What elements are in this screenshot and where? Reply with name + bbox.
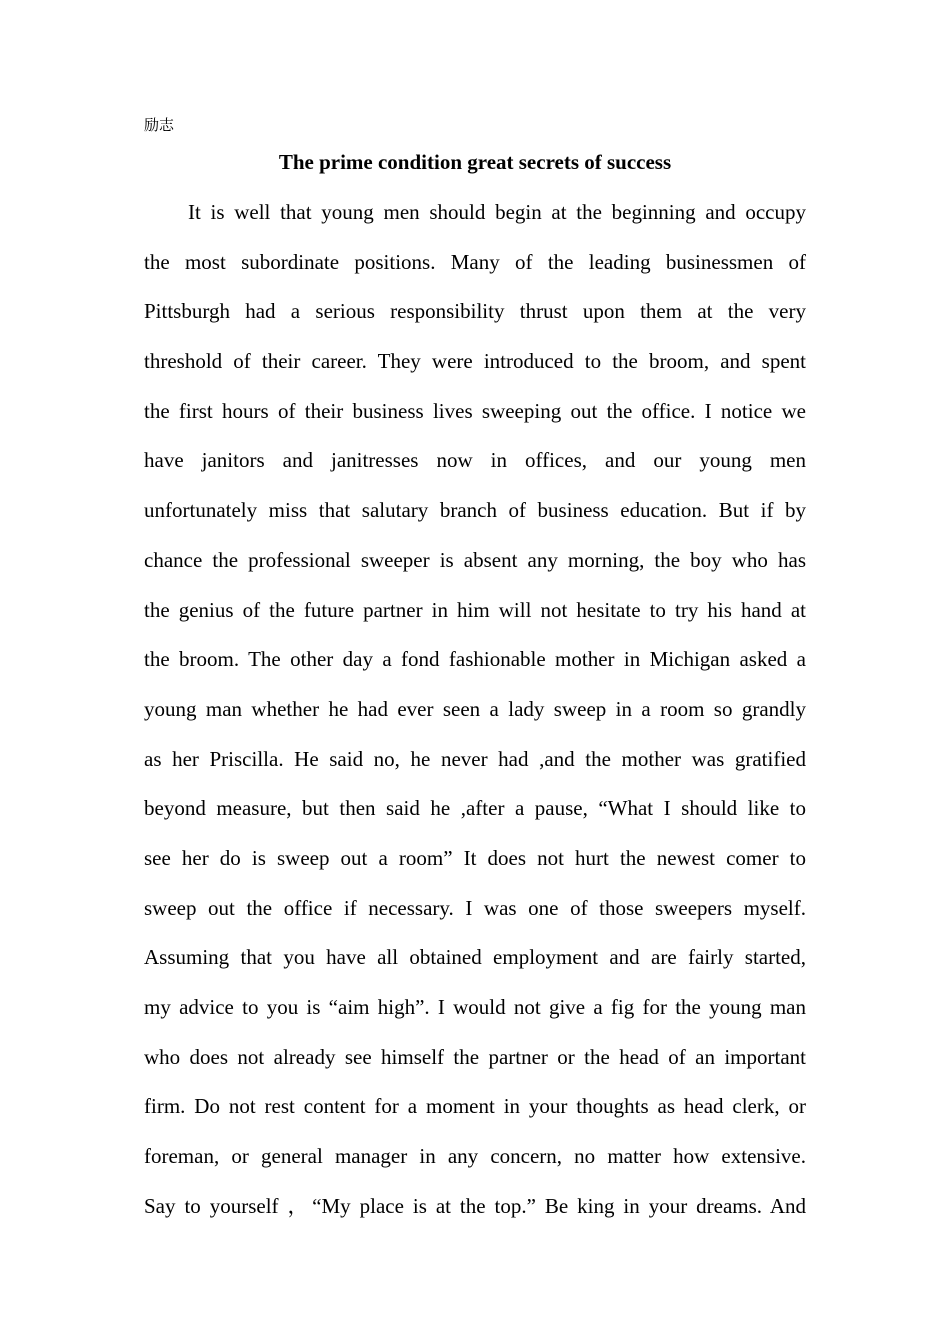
text-line: sweep out the office if necessary. I was one of those sweepers myself. bbox=[144, 895, 806, 920]
text-line: the first hours of their business lives sweeping out the office. I notice we bbox=[144, 398, 806, 423]
text-line: the most subordinate positions. Many of the leading businessmen of bbox=[144, 249, 806, 274]
text-line: see her do is sweep out a room” It does not hurt the newest comer to bbox=[144, 845, 806, 870]
document-title: The prime condition great secrets of success bbox=[278, 150, 672, 174]
body-paragraph bbox=[144, 188, 806, 1231]
text-line: who does not already see himself the partner or the head of an important bbox=[144, 1044, 806, 1069]
text-line: the broom. The other day a fond fashionable mother in Michigan asked a bbox=[144, 647, 806, 672]
text-line: foreman, or general manager in any concern, no matter how extensive. bbox=[144, 1144, 806, 1169]
text-line: unfortunately miss that salutary branch of business education. But if by bbox=[144, 498, 806, 523]
text-line: threshold of their career. They were introduced to the broom, and spent bbox=[144, 349, 806, 374]
text-line: have janitors and janitresses now in offices, and our young men bbox=[144, 448, 806, 473]
text-line: firm. Do not rest content for a moment in your thoughts as head clerk, or bbox=[144, 1094, 806, 1119]
header-label: 励志 bbox=[144, 118, 175, 134]
text-line: It is well that young men should begin at the beginning and occupy bbox=[188, 200, 806, 224]
text-line: chance the professional sweeper is absent any morning, the boy who has bbox=[144, 547, 806, 572]
text-line: young man whether he had ever seen a lady sweep in a room so grandly bbox=[144, 696, 806, 721]
text-line: beyond measure, but then said he ,after a pause, “What I should like to bbox=[144, 796, 806, 821]
text-line: Say to yourself ，“My place is at the top.” Be king in your dreams. And bbox=[144, 1193, 806, 1218]
text-line: the genius of the future partner in him will not hesitate to try his hand at bbox=[144, 597, 806, 622]
text-line: my advice to you is “aim high”. I would not give a fig for the young man bbox=[144, 995, 806, 1019]
text-line: Assuming that you have all obtained employment and are fairly started, bbox=[144, 945, 806, 970]
text-line: Pittsburgh had a serious responsibility thrust upon them at the very bbox=[144, 299, 806, 324]
text-line: as her Priscilla. He said no, he never had ,and the mother was gratified bbox=[144, 746, 806, 771]
